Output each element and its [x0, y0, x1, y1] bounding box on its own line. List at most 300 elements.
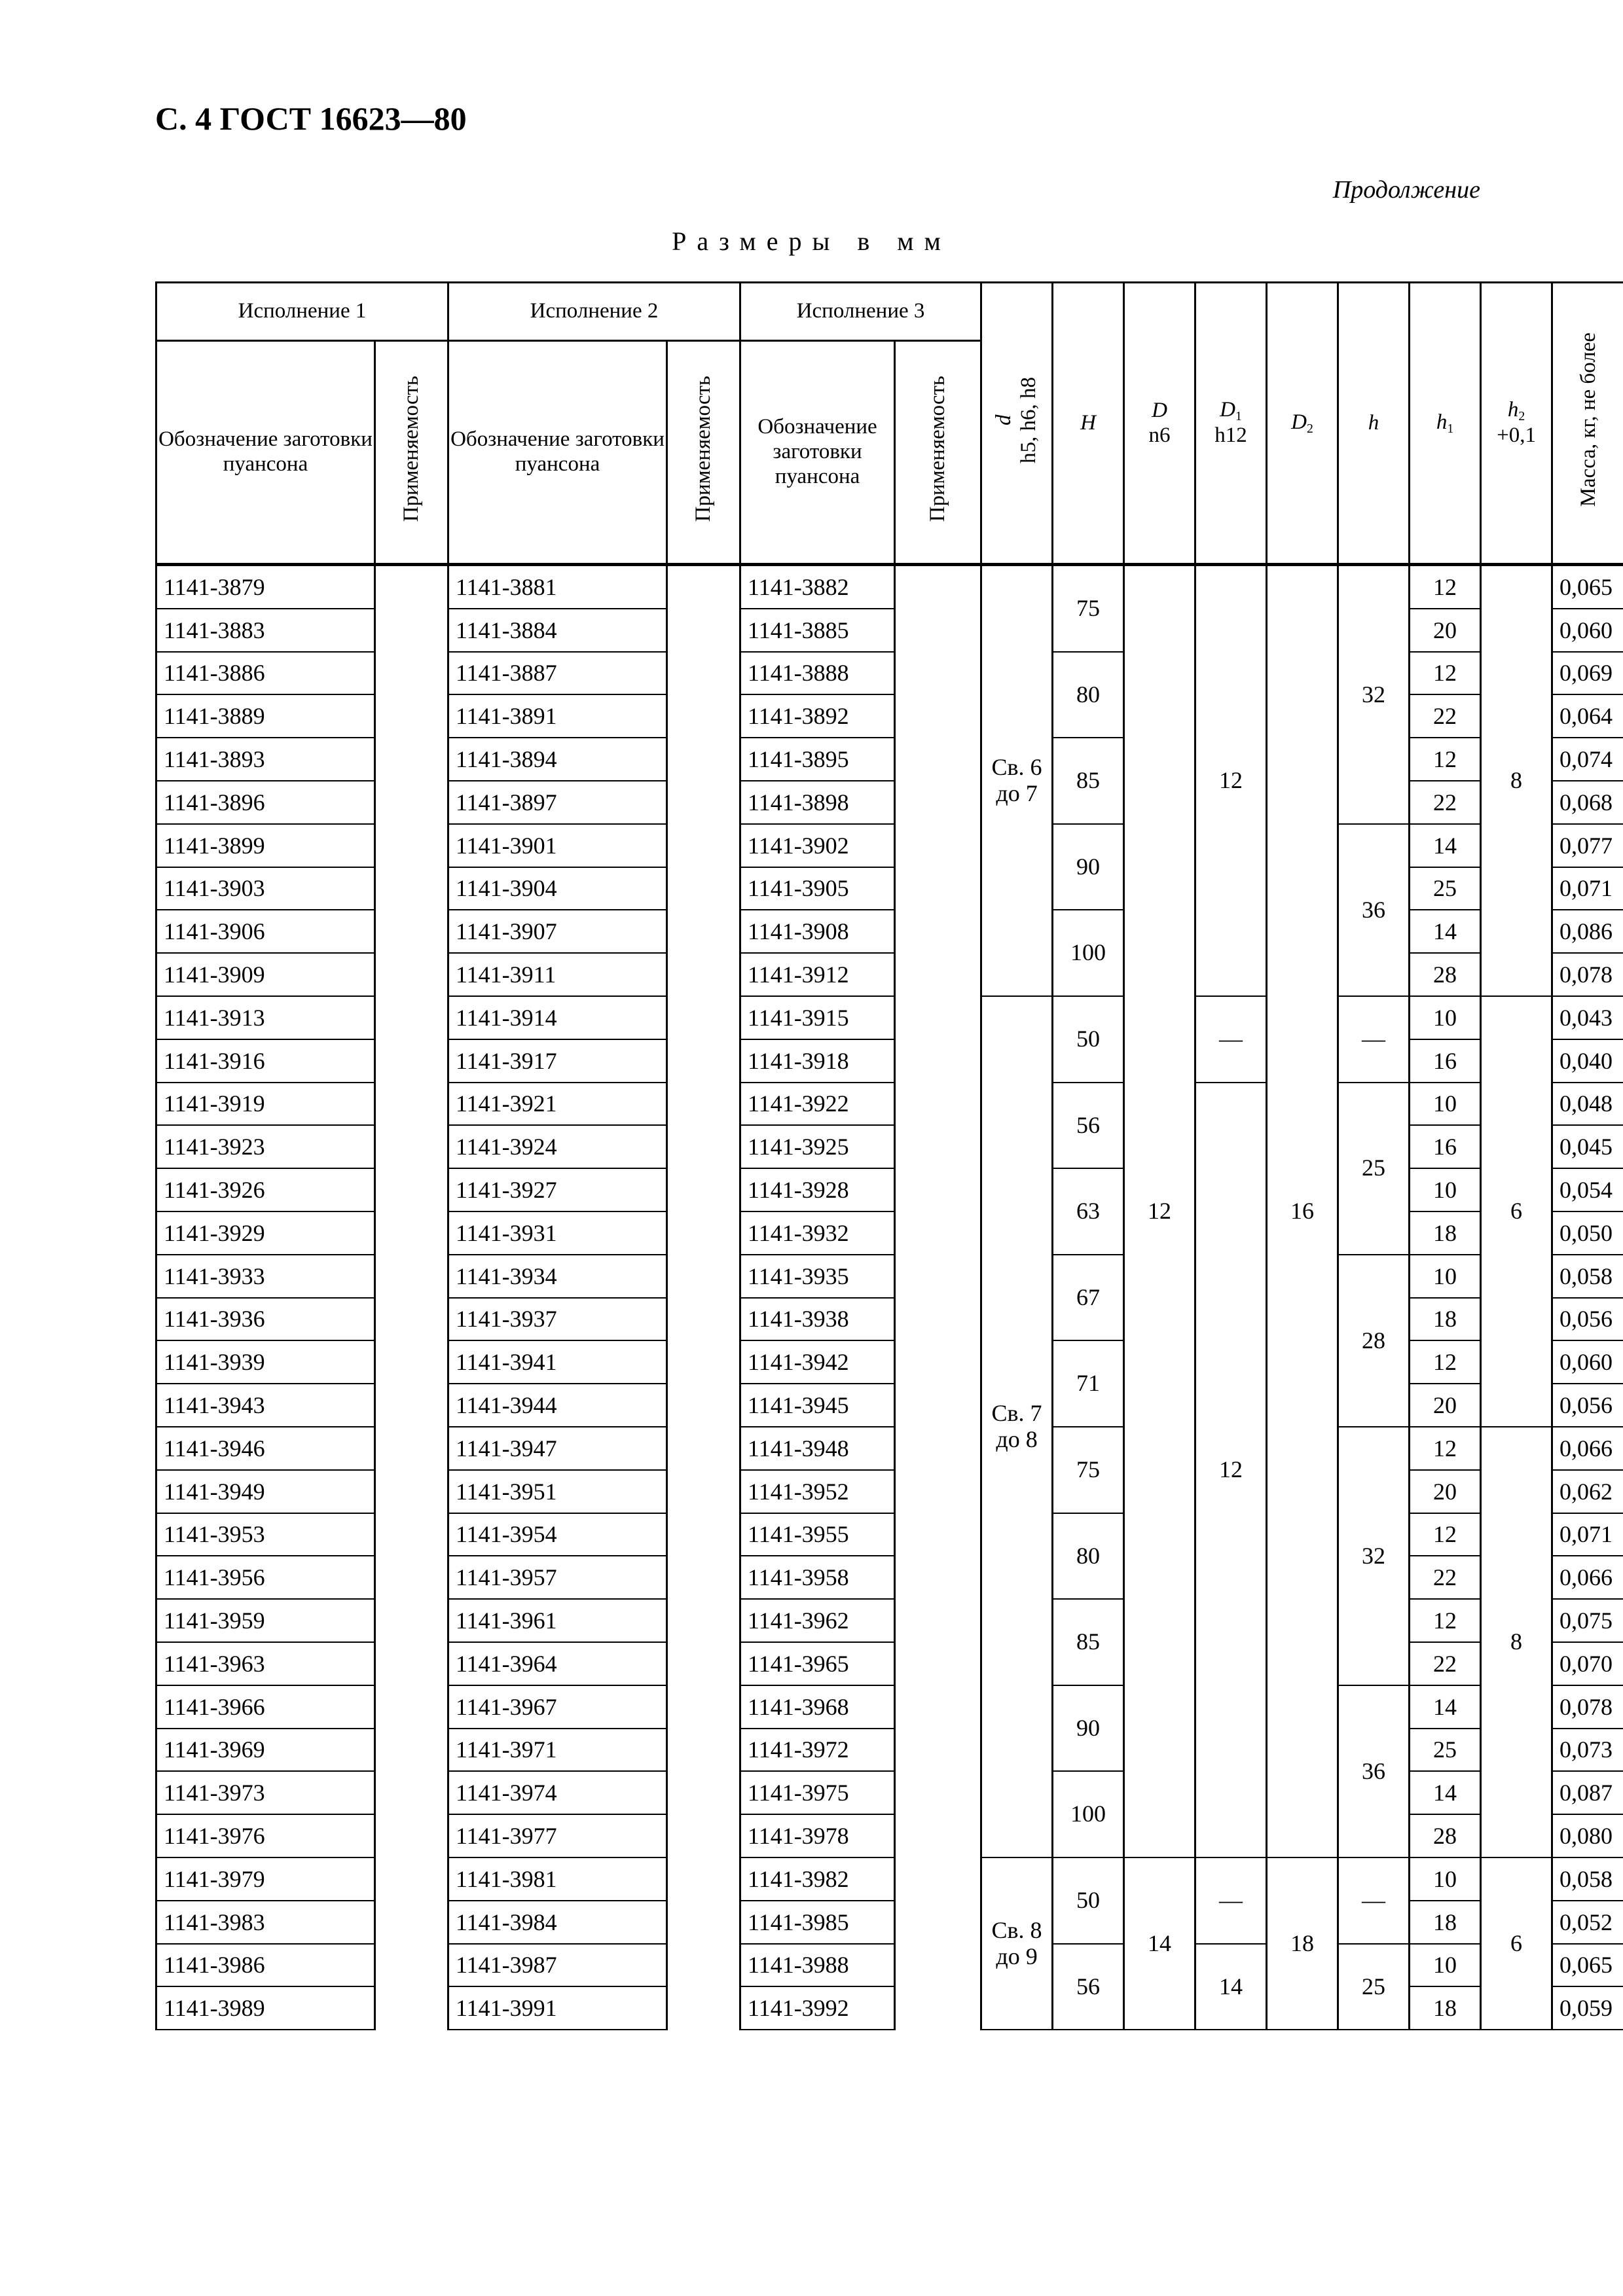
cell-d: 14	[1124, 1857, 1195, 2030]
applicability-cell-1	[375, 824, 448, 867]
mass-cell: 0,077	[1552, 824, 1623, 867]
designation-cell-1: 1141-3986	[156, 1944, 375, 1987]
applicability-cell-3	[895, 1685, 981, 1729]
applicability-cell-1	[375, 1083, 448, 1126]
cell-h: —	[1338, 1857, 1410, 1944]
applicability-header-2: Применяемость	[667, 341, 740, 565]
cell-h1: 28	[1410, 953, 1481, 996]
designation-cell-2: 1141-3907	[448, 910, 667, 953]
designation-cell-3: 1141-3895	[740, 738, 895, 781]
cell-h: 56	[1053, 1083, 1124, 1169]
mass-cell: 0,058	[1552, 1255, 1623, 1298]
designation-cell-3: 1141-3975	[740, 1771, 895, 1814]
cell-h1: 18	[1410, 1901, 1481, 1944]
designation-cell-2: 1141-3984	[448, 1901, 667, 1944]
designation-cell-1: 1141-3893	[156, 738, 375, 781]
designation-cell-1: 1141-3899	[156, 824, 375, 867]
cell-h: 50	[1053, 1857, 1124, 1944]
col-h2-header: $h_2$ +0,1	[1481, 283, 1552, 565]
cell-h2: 8	[1481, 1427, 1552, 1857]
applicability-cell-2	[667, 1384, 740, 1427]
mass-cell: 0,059	[1552, 1986, 1623, 2030]
cell-h1: 12	[1410, 738, 1481, 781]
applicability-cell-3	[895, 1255, 981, 1298]
cell-h: 50	[1053, 996, 1124, 1083]
cell-d: Св. 6 до 7	[981, 565, 1053, 996]
applicability-cell-2	[667, 694, 740, 738]
applicability-cell-1	[375, 1685, 448, 1729]
applicability-cell-2	[667, 867, 740, 910]
designation-cell-2: 1141-3987	[448, 1944, 667, 1987]
table-row	[156, 565, 1623, 609]
designation-cell-3: 1141-3932	[740, 1211, 895, 1255]
applicability-cell-3	[895, 652, 981, 695]
cell-h1: 12	[1410, 1513, 1481, 1556]
applicability-cell-2	[667, 1125, 740, 1168]
designation-cell-3: 1141-3915	[740, 996, 895, 1039]
designation-cell-2: 1141-3934	[448, 1255, 667, 1298]
applicability-cell-2	[667, 1556, 740, 1599]
designation-cell-1: 1141-3903	[156, 867, 375, 910]
designation-cell-2: 1141-3971	[448, 1729, 667, 1772]
designation-cell-3: 1141-3988	[740, 1944, 895, 1987]
mass-cell: 0,065	[1552, 565, 1623, 609]
designation-cell-2: 1141-3894	[448, 738, 667, 781]
cell-h1: 10	[1410, 996, 1481, 1039]
applicability-cell-1	[375, 1986, 448, 2030]
applicability-cell-1	[375, 1944, 448, 1987]
designation-cell-2: 1141-3991	[448, 1986, 667, 2030]
applicability-cell-2	[667, 910, 740, 953]
applicability-cell-3	[895, 1470, 981, 1513]
mass-cell: 0,069	[1552, 652, 1623, 695]
applicability-cell-2	[667, 1211, 740, 1255]
cell-h1: 14	[1410, 1771, 1481, 1814]
designation-cell-1: 1141-3973	[156, 1771, 375, 1814]
applicability-cell-2	[667, 781, 740, 824]
cell-h: 36	[1338, 1685, 1410, 1857]
table-row	[156, 824, 1623, 867]
designation-cell-1: 1141-3979	[156, 1857, 375, 1901]
designation-cell-3: 1141-3972	[740, 1729, 895, 1772]
mass-cell: 0,087	[1552, 1771, 1623, 1814]
designation-cell-3: 1141-3912	[740, 953, 895, 996]
designation-cell-1: 1141-3913	[156, 996, 375, 1039]
cell-h1: 14	[1410, 910, 1481, 953]
applicability-cell-1	[375, 1255, 448, 1298]
applicability-cell-1	[375, 1340, 448, 1384]
applicability-cell-2	[667, 1986, 740, 2030]
designation-cell-3: 1141-3935	[740, 1255, 895, 1298]
mass-cell: 0,078	[1552, 953, 1623, 996]
applicability-cell-3	[895, 1211, 981, 1255]
cell-h2: 8	[1481, 565, 1552, 996]
mass-cell: 0,064	[1552, 694, 1623, 738]
cell-h: 36	[1338, 824, 1410, 996]
cell-h: 100	[1053, 910, 1124, 996]
cell-h1: 12	[1410, 1427, 1481, 1470]
cell-h1: 14	[1410, 1685, 1481, 1729]
designation-cell-1: 1141-3919	[156, 1083, 375, 1126]
designation-cell-3: 1141-3902	[740, 824, 895, 867]
applicability-cell-3	[895, 867, 981, 910]
col-d-header: d h5, h6, h8	[981, 283, 1053, 565]
applicability-cell-3	[895, 1384, 981, 1427]
cell-h1: 20	[1410, 609, 1481, 652]
applicability-cell-1	[375, 1513, 448, 1556]
cell-h: 67	[1053, 1255, 1124, 1341]
mass-cell: 0,086	[1552, 910, 1623, 953]
cell-h1: 16	[1410, 1125, 1481, 1168]
cell-h1: 10	[1410, 1168, 1481, 1211]
mass-cell: 0,065	[1552, 1944, 1623, 1987]
cell-h1: 18	[1410, 1298, 1481, 1341]
table-row	[156, 1857, 1623, 1901]
cell-h1: 12	[1410, 1599, 1481, 1642]
applicability-header-3: Применяемость	[895, 341, 981, 565]
applicability-cell-1	[375, 910, 448, 953]
designation-cell-2: 1141-3884	[448, 609, 667, 652]
continuation-label: Продолжение	[1332, 176, 1480, 204]
applicability-cell-2	[667, 1470, 740, 1513]
designation-cell-1: 1141-3959	[156, 1599, 375, 1642]
applicability-cell-3	[895, 1771, 981, 1814]
col-D2-header: $D_2$	[1267, 283, 1338, 565]
col-h1-header: $h_1$	[1410, 283, 1481, 565]
cell-h1: 12	[1410, 652, 1481, 695]
applicability-cell-1	[375, 1039, 448, 1083]
applicability-cell-1	[375, 694, 448, 738]
designation-cell-3: 1141-3948	[740, 1427, 895, 1470]
cell-h1: 10	[1410, 1944, 1481, 1987]
applicability-cell-2	[667, 1944, 740, 1987]
cell-h: 32	[1338, 1427, 1410, 1685]
designation-cell-1: 1141-3883	[156, 609, 375, 652]
cell-h2: 6	[1481, 1857, 1552, 2030]
designation-cell-1: 1141-3966	[156, 1685, 375, 1729]
designation-cell-2: 1141-3911	[448, 953, 667, 996]
cell-h: 90	[1053, 1685, 1124, 1772]
cell-h1: 22	[1410, 781, 1481, 824]
designation-cell-3: 1141-3882	[740, 565, 895, 609]
applicability-header-1: Применяемость	[375, 341, 448, 565]
cell-d1: —	[1195, 1857, 1267, 1944]
applicability-cell-1	[375, 1168, 448, 1211]
mass-cell: 0,062	[1552, 1470, 1623, 1513]
applicability-cell-3	[895, 953, 981, 996]
cell-h1: 22	[1410, 1642, 1481, 1685]
designation-cell-1: 1141-3983	[156, 1901, 375, 1944]
designation-header-1: Обозначение заготовки пуансона	[156, 341, 375, 565]
designation-cell-2: 1141-3914	[448, 996, 667, 1039]
cell-h1: 14	[1410, 824, 1481, 867]
applicability-cell-1	[375, 609, 448, 652]
applicability-cell-3	[895, 996, 981, 1039]
applicability-cell-3	[895, 781, 981, 824]
designation-cell-3: 1141-3982	[740, 1857, 895, 1901]
applicability-cell-2	[667, 1771, 740, 1814]
mass-cell: 0,040	[1552, 1039, 1623, 1083]
applicability-cell-3	[895, 1642, 981, 1685]
applicability-cell-1	[375, 1470, 448, 1513]
applicability-cell-1	[375, 1729, 448, 1772]
applicability-cell-3	[895, 1814, 981, 1857]
designation-cell-2: 1141-3957	[448, 1556, 667, 1599]
applicability-cell-3	[895, 824, 981, 867]
designation-cell-1: 1141-3953	[156, 1513, 375, 1556]
cell-d: Св. 8 до 9	[981, 1857, 1053, 2030]
cell-d1: 14	[1195, 1944, 1267, 2030]
table-row	[156, 1083, 1623, 1126]
applicability-cell-1	[375, 738, 448, 781]
cell-h: —	[1338, 996, 1410, 1083]
applicability-cell-1	[375, 996, 448, 1039]
designation-cell-1: 1141-3916	[156, 1039, 375, 1083]
table-row	[156, 1944, 1623, 1987]
mass-cell: 0,043	[1552, 996, 1623, 1039]
col-H-header: H	[1053, 283, 1124, 565]
applicability-cell-1	[375, 652, 448, 695]
designation-cell-2: 1141-3981	[448, 1857, 667, 1901]
cell-h: 100	[1053, 1771, 1124, 1857]
cell-h: 80	[1053, 1513, 1124, 1600]
designation-cell-1: 1141-3929	[156, 1211, 375, 1255]
applicability-cell-3	[895, 694, 981, 738]
applicability-cell-2	[667, 738, 740, 781]
cell-h: 80	[1053, 652, 1124, 738]
designation-cell-3: 1141-3905	[740, 867, 895, 910]
units-caption: Размеры в мм	[672, 226, 951, 256]
table-body	[156, 565, 1623, 2030]
applicability-cell-3	[895, 738, 981, 781]
designation-cell-3: 1141-3938	[740, 1298, 895, 1341]
designation-cell-1: 1141-3939	[156, 1340, 375, 1384]
designation-cell-2: 1141-3954	[448, 1513, 667, 1556]
cell-h1: 12	[1410, 1340, 1481, 1384]
applicability-cell-3	[895, 1125, 981, 1168]
designation-cell-2: 1141-3904	[448, 867, 667, 910]
designation-cell-2: 1141-3881	[448, 565, 667, 609]
group-header-1: Исполнение 1	[156, 283, 448, 341]
mass-cell: 0,068	[1552, 781, 1623, 824]
designation-cell-1: 1141-3976	[156, 1814, 375, 1857]
applicability-cell-1	[375, 1427, 448, 1470]
table-row	[156, 1685, 1623, 1729]
mass-cell: 0,066	[1552, 1427, 1623, 1470]
applicability-cell-3	[895, 609, 981, 652]
designation-cell-3: 1141-3892	[740, 694, 895, 738]
mass-cell: 0,045	[1552, 1125, 1623, 1168]
col-mass-header: Масса, кг, не более	[1552, 283, 1623, 565]
table-row	[156, 1427, 1623, 1470]
cell-h: 85	[1053, 1599, 1124, 1685]
applicability-cell-2	[667, 652, 740, 695]
designation-cell-3: 1141-3958	[740, 1556, 895, 1599]
cell-h1: 10	[1410, 1083, 1481, 1126]
designation-cell-1: 1141-3949	[156, 1470, 375, 1513]
cell-h: 25	[1338, 1944, 1410, 2030]
applicability-cell-2	[667, 1427, 740, 1470]
applicability-cell-3	[895, 1083, 981, 1126]
mass-cell: 0,073	[1552, 1729, 1623, 1772]
cell-h1: 18	[1410, 1211, 1481, 1255]
cell-h1: 20	[1410, 1470, 1481, 1513]
punch-blanks-table	[155, 281, 1623, 2030]
designation-cell-3: 1141-3962	[740, 1599, 895, 1642]
designation-cell-2: 1141-3964	[448, 1642, 667, 1685]
applicability-cell-1	[375, 1298, 448, 1341]
applicability-cell-1	[375, 1556, 448, 1599]
applicability-cell-2	[667, 1642, 740, 1685]
cell-h2: 6	[1481, 996, 1552, 1427]
cell-h: 63	[1053, 1168, 1124, 1255]
cell-d1: 12	[1195, 1083, 1267, 1857]
mass-cell: 0,060	[1552, 1340, 1623, 1384]
applicability-cell-1	[375, 867, 448, 910]
designation-cell-3: 1141-3978	[740, 1814, 895, 1857]
designation-cell-1: 1141-3933	[156, 1255, 375, 1298]
designation-cell-1: 1141-3889	[156, 694, 375, 738]
designation-cell-3: 1141-3885	[740, 609, 895, 652]
designation-cell-1: 1141-3886	[156, 652, 375, 695]
designation-cell-2: 1141-3961	[448, 1599, 667, 1642]
designation-cell-3: 1141-3908	[740, 910, 895, 953]
cell-h1: 22	[1410, 1556, 1481, 1599]
applicability-cell-3	[895, 1513, 981, 1556]
designation-cell-2: 1141-3891	[448, 694, 667, 738]
cell-h1: 10	[1410, 1255, 1481, 1298]
applicability-cell-3	[895, 1857, 981, 1901]
mass-cell: 0,048	[1552, 1083, 1623, 1126]
applicability-cell-1	[375, 1814, 448, 1857]
applicability-cell-2	[667, 1255, 740, 1298]
designation-cell-3: 1141-3922	[740, 1083, 895, 1126]
applicability-cell-2	[667, 1814, 740, 1857]
applicability-cell-2	[667, 1729, 740, 1772]
designation-cell-3: 1141-3945	[740, 1384, 895, 1427]
mass-cell: 0,070	[1552, 1642, 1623, 1685]
mass-cell: 0,060	[1552, 609, 1623, 652]
applicability-cell-1	[375, 781, 448, 824]
designation-cell-1: 1141-3936	[156, 1298, 375, 1341]
designation-cell-2: 1141-3937	[448, 1298, 667, 1341]
designation-cell-1: 1141-3909	[156, 953, 375, 996]
applicability-cell-3	[895, 565, 981, 609]
designation-cell-1: 1141-3926	[156, 1168, 375, 1211]
applicability-cell-1	[375, 1599, 448, 1642]
applicability-cell-1	[375, 953, 448, 996]
applicability-cell-1	[375, 1125, 448, 1168]
mass-cell: 0,056	[1552, 1298, 1623, 1341]
designation-header-3: Обозначение заготовки пуансона	[740, 341, 895, 565]
designation-cell-3: 1141-3985	[740, 1901, 895, 1944]
mass-cell: 0,066	[1552, 1556, 1623, 1599]
applicability-cell-2	[667, 1513, 740, 1556]
designation-cell-1: 1141-3923	[156, 1125, 375, 1168]
designation-cell-3: 1141-3888	[740, 652, 895, 695]
designation-cell-1: 1141-3946	[156, 1427, 375, 1470]
applicability-cell-2	[667, 1298, 740, 1341]
designation-cell-2: 1141-3941	[448, 1340, 667, 1384]
designation-cell-2: 1141-3924	[448, 1125, 667, 1168]
designation-cell-1: 1141-3879	[156, 565, 375, 609]
designation-cell-2: 1141-3947	[448, 1427, 667, 1470]
designation-cell-1: 1141-3896	[156, 781, 375, 824]
designation-cell-2: 1141-3951	[448, 1470, 667, 1513]
applicability-cell-2	[667, 565, 740, 609]
applicability-cell-3	[895, 1556, 981, 1599]
group-header-3: Исполнение 3	[740, 283, 981, 341]
applicability-cell-2	[667, 996, 740, 1039]
designation-cell-2: 1141-3931	[448, 1211, 667, 1255]
applicability-cell-1	[375, 1901, 448, 1944]
cell-h: 32	[1338, 565, 1410, 824]
designation-cell-2: 1141-3901	[448, 824, 667, 867]
applicability-cell-2	[667, 1599, 740, 1642]
cell-d: Св. 7 до 8	[981, 996, 1053, 1857]
table-row	[156, 996, 1623, 1039]
applicability-cell-3	[895, 1168, 981, 1211]
applicability-cell-1	[375, 1642, 448, 1685]
cell-h: 75	[1053, 565, 1124, 652]
applicability-cell-3	[895, 1986, 981, 2030]
cell-d1: —	[1195, 996, 1267, 1083]
page-title: С. 4 ГОСТ 16623—80	[155, 100, 467, 137]
designation-cell-1: 1141-3956	[156, 1556, 375, 1599]
applicability-cell-3	[895, 910, 981, 953]
col-h-header: h	[1338, 283, 1410, 565]
cell-h1: 18	[1410, 1986, 1481, 2030]
cell-h: 28	[1338, 1255, 1410, 1427]
applicability-cell-2	[667, 1168, 740, 1211]
applicability-cell-3	[895, 1944, 981, 1987]
cell-h: 90	[1053, 824, 1124, 910]
applicability-cell-1	[375, 1771, 448, 1814]
cell-d2: 16	[1267, 565, 1338, 1857]
applicability-cell-3	[895, 1729, 981, 1772]
table-row	[156, 1255, 1623, 1298]
designation-cell-2: 1141-3967	[448, 1685, 667, 1729]
mass-cell: 0,058	[1552, 1857, 1623, 1901]
designation-cell-3: 1141-3968	[740, 1685, 895, 1729]
applicability-cell-2	[667, 1083, 740, 1126]
designation-cell-3: 1141-3928	[740, 1168, 895, 1211]
applicability-cell-2	[667, 1857, 740, 1901]
mass-cell: 0,050	[1552, 1211, 1623, 1255]
cell-h1: 25	[1410, 867, 1481, 910]
mass-cell: 0,071	[1552, 1513, 1623, 1556]
cell-h: 71	[1053, 1340, 1124, 1427]
applicability-cell-1	[375, 565, 448, 609]
designation-cell-2: 1141-3887	[448, 652, 667, 695]
designation-cell-2: 1141-3974	[448, 1771, 667, 1814]
applicability-cell-2	[667, 1685, 740, 1729]
designation-cell-3: 1141-3925	[740, 1125, 895, 1168]
designation-cell-3: 1141-3965	[740, 1642, 895, 1685]
mass-cell: 0,075	[1552, 1599, 1623, 1642]
applicability-cell-3	[895, 1599, 981, 1642]
cell-h: 85	[1053, 738, 1124, 824]
designation-cell-2: 1141-3944	[448, 1384, 667, 1427]
applicability-cell-3	[895, 1340, 981, 1384]
cell-h1: 12	[1410, 565, 1481, 609]
group-header-2: Исполнение 2	[448, 283, 740, 341]
designation-cell-2: 1141-3977	[448, 1814, 667, 1857]
cell-h1: 25	[1410, 1729, 1481, 1772]
applicability-cell-3	[895, 1298, 981, 1341]
cell-h: 75	[1053, 1427, 1124, 1513]
designation-cell-2: 1141-3921	[448, 1083, 667, 1126]
